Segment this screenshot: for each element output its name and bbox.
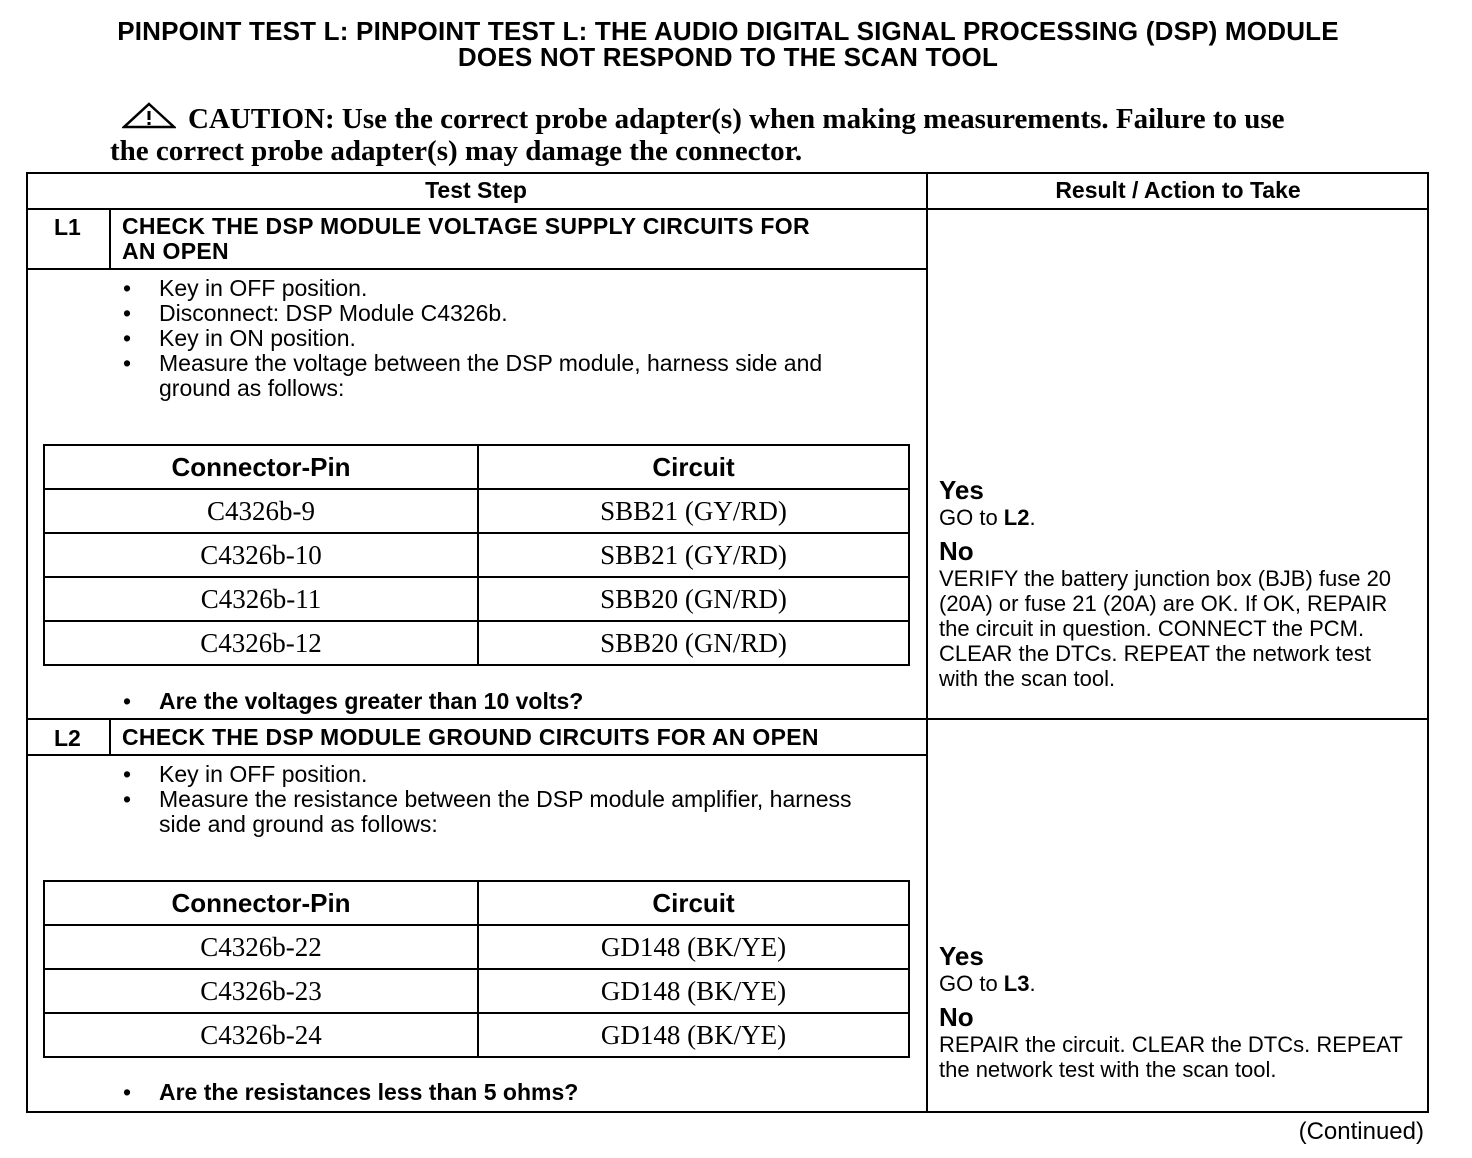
table-row: C4326b-9 SBB21 (GY/RD) bbox=[44, 489, 909, 533]
title-line-2: DOES NOT RESPOND TO THE SCAN TOOL bbox=[457, 42, 999, 72]
table-row: C4326b-22 GD148 (BK/YE) bbox=[44, 925, 909, 969]
caution-label: CAUTION: bbox=[188, 103, 335, 135]
no-label: No bbox=[939, 536, 974, 566]
col-connector-pin: Connector-Pin bbox=[44, 881, 478, 925]
yes-action: GO to L3. bbox=[939, 971, 1036, 996]
list-item: • Key in OFF position. bbox=[123, 276, 863, 301]
yes-action: GO to L2. bbox=[939, 505, 1036, 530]
step-l2-bullets bbox=[123, 762, 863, 837]
l1-connector-table bbox=[43, 444, 910, 666]
list-item: • Measure the resistance between the DSP module amplifier, harness side and ground as follows: bbox=[123, 787, 863, 837]
yes-label: Yes bbox=[939, 941, 984, 971]
yes-label: Yes bbox=[939, 475, 984, 505]
table-row: C4326b-12 SBB20 (GN/RD) bbox=[44, 621, 909, 665]
step-l1-question: • Are the voltages greater than 10 volts? bbox=[123, 688, 583, 715]
caution-note bbox=[110, 102, 1330, 167]
l2-connector-table bbox=[43, 880, 910, 1058]
caution-text: Use the correct probe adapter(s) when making measurements. Failure to use the correct probe adapter(s) may damage the connector. bbox=[110, 103, 1285, 167]
title-line-1: PINPOINT TEST L: PINPOINT TEST L: THE AUDIO DIGITAL SIGNAL PROCESSING (DSP) MODULE bbox=[117, 16, 1339, 46]
continued-note: (Continued) bbox=[1298, 1118, 1424, 1145]
no-action: REPAIR the circuit. CLEAR the DTCs. REPEAT the network test with the scan tool. bbox=[939, 1032, 1403, 1082]
step-l1-result bbox=[939, 475, 1409, 691]
col-circuit: Circuit bbox=[478, 445, 909, 489]
no-action: VERIFY the battery junction box (BJB) fuse 20 (20A) or fuse 21 (20A) are OK. If OK, REPAIR the circuit in question. CONNECT the PCM. CLEAR the DTCs. REPEAT the network test with the scan tool. bbox=[939, 566, 1392, 691]
no-label: No bbox=[939, 1002, 974, 1032]
table-row: C4326b-10 SBB21 (GY/RD) bbox=[44, 533, 909, 577]
header-test-step: Test Step bbox=[425, 177, 527, 203]
col-circuit: Circuit bbox=[478, 881, 909, 925]
step-l2-result bbox=[939, 941, 1409, 1082]
step-l2-id: L2 bbox=[54, 725, 81, 751]
step-l2-question: • Are the resistances less than 5 ohms? bbox=[123, 1079, 578, 1106]
list-item: • Key in ON position. bbox=[123, 326, 863, 351]
step-l2-title: CHECK THE DSP MODULE GROUND CIRCUITS FOR AN OPEN bbox=[122, 724, 819, 750]
table-row: C4326b-23 GD148 (BK/YE) bbox=[44, 969, 909, 1013]
list-item: • Measure the voltage between the DSP module, harness side and ground as follows: bbox=[123, 351, 863, 401]
step-l1-id: L1 bbox=[54, 214, 81, 240]
table-row: C4326b-11 SBB20 (GN/RD) bbox=[44, 577, 909, 621]
step-l1-bullets bbox=[123, 276, 863, 401]
header-result: Result / Action to Take bbox=[1055, 177, 1301, 203]
step-l1-title: CHECK THE DSP MODULE VOLTAGE SUPPLY CIRCUITS FOR AN OPEN bbox=[122, 213, 810, 264]
page-title bbox=[0, 18, 1456, 70]
list-item: • Key in OFF position. bbox=[123, 762, 863, 787]
list-item: • Disconnect: DSP Module C4326b. bbox=[123, 301, 863, 326]
col-connector-pin: Connector-Pin bbox=[44, 445, 478, 489]
warning-triangle-icon bbox=[122, 102, 176, 130]
table-row: C4326b-24 GD148 (BK/YE) bbox=[44, 1013, 909, 1057]
